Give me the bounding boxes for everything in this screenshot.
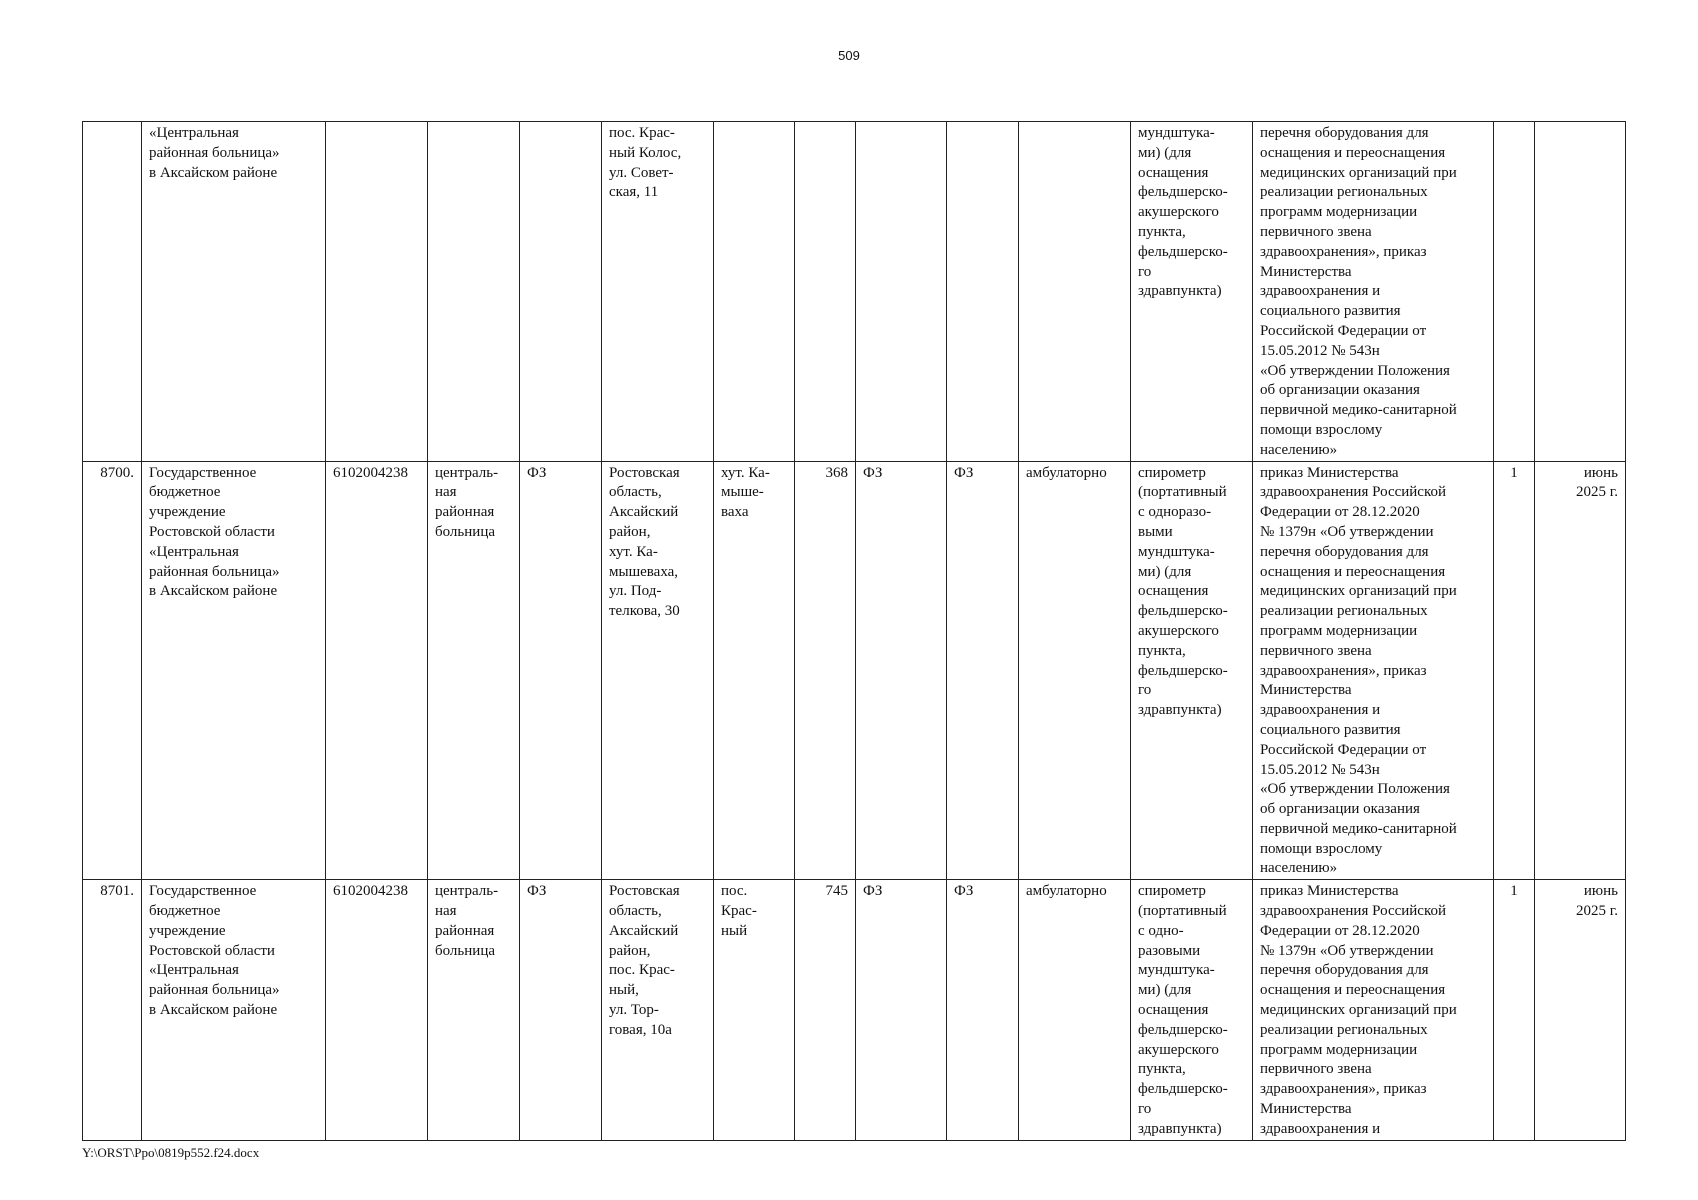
footer-file-path: Y:\ORST\Ppo\0819p552.f24.docx: [82, 1145, 260, 1160]
settlement: [714, 122, 795, 462]
population: 745: [795, 880, 856, 1140]
equipment: спирометр (портативный с одно- разовыми мундштука- ми) (для оснащения фельдшерско- акушерского пункта, фельдшерско- го здравпункта): [1131, 880, 1253, 1140]
subdivision: ФЗ: [520, 880, 602, 1140]
inn: 6102004238: [326, 880, 428, 1140]
legal-basis: приказ Министерства здравоохранения Российской Федерации от 28.12.2020 № 1379н «Об утверждении перечня оборудования для оснащения и переоснащения медицинских организаций при реализации региональных программ модернизации первичного звена здравоохранения», приказ Министерства здравоохранения и социального развития Российской Федерации от 15.05.2012 № 543н «Об утверждении Положения об организации оказания первичной медико-санитарной помощи взрослому населению»: [1253, 461, 1494, 880]
quantity: [1494, 122, 1535, 462]
fz-2: [947, 122, 1019, 462]
fz-1: [856, 122, 947, 462]
inn: [326, 122, 428, 462]
fz-2: ФЗ: [947, 880, 1019, 1140]
address: пос. Крас- ный Колос, ул. Совет- ская, 11: [602, 122, 714, 462]
fz-1: ФЗ: [856, 880, 947, 1140]
organization-name: Государственное бюджетное учреждение Ростовской области «Центральная районная больница» в Аксайском районе: [142, 880, 326, 1140]
quantity: 1: [1494, 880, 1535, 1140]
population: [795, 122, 856, 462]
address: Ростовская область, Аксайский район, хут. Ка- мышеваха, ул. Под- телкова, 30: [602, 461, 714, 880]
organization-type: централь- ная районная больница: [428, 461, 520, 880]
organization-name: Государственное бюджетное учреждение Ростовской области «Центральная районная больница» в Аксайском районе: [142, 461, 326, 880]
organization-name: «Центральная районная больница» в Аксайском районе: [142, 122, 326, 462]
deadline: июнь 2025 г.: [1535, 880, 1626, 1140]
row-number: 8701.: [83, 880, 142, 1140]
table-row: [83, 122, 1626, 462]
row-number: 8700.: [83, 461, 142, 880]
row-number: [83, 122, 142, 462]
table-row: [83, 461, 1626, 880]
fz-1: ФЗ: [856, 461, 947, 880]
fz-2: ФЗ: [947, 461, 1019, 880]
legal-basis: перечня оборудования для оснащения и переоснащения медицинских организаций при реализации региональных программ модернизации первичного звена здравоохранения», приказ Министерства здравоохранения и социального развития Российской Федерации от 15.05.2012 № 543н «Об утверждении Положения об организации оказания первичной медико-санитарной помощи взрослому населению»: [1253, 122, 1494, 462]
population: 368: [795, 461, 856, 880]
page-number: 509: [838, 48, 860, 63]
settlement: пос. Крас- ный: [714, 880, 795, 1140]
equipment: спирометр (портативный с одноразо- выми мундштука- ми) (для оснащения фельдшерско- акушерского пункта, фельдшерско- го здравпункта): [1131, 461, 1253, 880]
care-condition: амбулаторно: [1019, 880, 1131, 1140]
care-condition: [1019, 122, 1131, 462]
deadline: [1535, 122, 1626, 462]
organization-type: централь- ная районная больница: [428, 880, 520, 1140]
subdivision: ФЗ: [520, 461, 602, 880]
address: Ростовская область, Аксайский район, пос. Крас- ный, ул. Тор- говая, 10а: [602, 880, 714, 1140]
inn: 6102004238: [326, 461, 428, 880]
deadline: июнь 2025 г.: [1535, 461, 1626, 880]
equipment: мундштука- ми) (для оснащения фельдшерско- акушерского пункта, фельдшерско- го здравпункта): [1131, 122, 1253, 462]
organization-type: [428, 122, 520, 462]
care-condition: амбулаторно: [1019, 461, 1131, 880]
legal-basis: приказ Министерства здравоохранения Российской Федерации от 28.12.2020 № 1379н «Об утверждении перечня оборудования для оснащения и переоснащения медицинских организаций при реализации региональных программ модернизации первичного звена здравоохранения», приказ Министерства здравоохранения и: [1253, 880, 1494, 1140]
quantity: 1: [1494, 461, 1535, 880]
settlement: хут. Ка- мыше- ваха: [714, 461, 795, 880]
subdivision: [520, 122, 602, 462]
table-row: [83, 880, 1626, 1140]
equipment-table: [82, 121, 1626, 1141]
